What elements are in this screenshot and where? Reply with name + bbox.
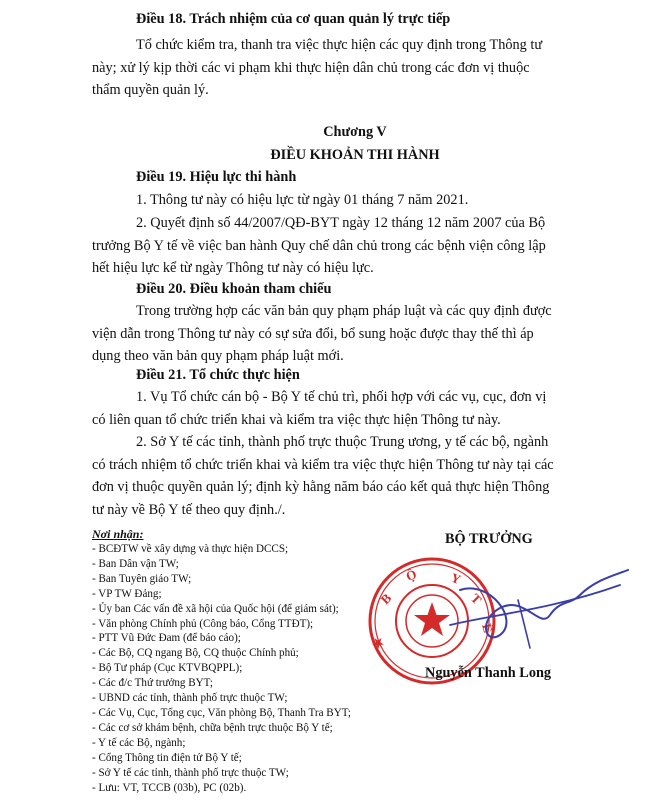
recipients-list [92, 526, 392, 795]
text-line: tư này về Bộ Y tế theo quy định./. [92, 501, 286, 518]
signature-icon [430, 560, 630, 660]
article-18-body [92, 34, 618, 102]
text-line: đơn vị thuộc quyền quản lý; định kỳ hằng năm báo cáo kết quả thực hiện Thông [92, 479, 550, 495]
svg-text:T: T [467, 590, 485, 608]
recipient-item: - Các cơ sở khám bệnh, chữa bệnh trực thuộc Bộ Y tế; [92, 721, 333, 734]
article-21-p2 [92, 431, 618, 521]
article-21-p1 [92, 386, 618, 431]
text-line: hết hiệu lực kể từ ngày Thông tư này có hiệu lực. [92, 260, 374, 276]
recipient-item: - BCĐTW về xây dựng và thực hiện DCCS; [92, 543, 289, 555]
recipient-item: - Ban Dân vận TW; [92, 557, 179, 570]
text-line: viện dẫn trong Thông tư này có sự sửa đổi, bổ sung hoặc được thay thế thì áp [92, 325, 534, 342]
recipient-item: - Y tế các Bộ, ngành; [92, 736, 186, 749]
chapter-title: ĐIỀU KHOẢN THI HÀNH [270, 147, 440, 163]
article-21-heading: Điều 21. Tổ chức thực hiện [136, 367, 300, 383]
svg-text:B: B [377, 590, 395, 608]
recipient-item: - UBND các tỉnh, thành phố trực thuộc TW; [92, 692, 288, 705]
recipient-item: - Văn phòng Chính phủ (Công báo, Cổng TTĐT); [92, 617, 314, 630]
text-line: 2. Sở Y tế các tỉnh, thành phố trực thuộc Trung ương, y tế các bộ, ngành [136, 434, 549, 450]
article-18-heading: Điều 18. Trách nhiệm của cơ quan quản lý trực tiếp [136, 11, 451, 27]
text-line: có liên quan tổ chức triển khai và kiểm tra việc thực hiện Thông tư này. [92, 411, 501, 428]
text-line: trưởng Bộ Y tế về việc ban hành Quy chế dân chủ trong các bệnh viện công lập [92, 237, 546, 254]
text-line: thẩm quyền quản lý. [92, 82, 209, 98]
text-line: có trách nhiệm tổ chức triển khai và kiểm tra việc thực hiện Thông tư này tại các [92, 456, 554, 473]
recipient-item: - Các Vụ, Cục, Tổng cục, Văn phòng Bộ, Thanh Tra BYT; [92, 706, 351, 719]
article-19-heading: Điều 19. Hiệu lực thi hành [136, 169, 297, 185]
signer-title: BỘ TRƯỞNG [445, 531, 533, 547]
text-line: Trong trường hợp các văn bản quy phạm pháp luật và các quy định được [136, 303, 552, 319]
recipient-item: - Sở Y tế các tỉnh, thành phố trực thuộc TW; [92, 766, 289, 779]
svg-text:★: ★ [368, 635, 387, 652]
text-line: 2. Quyết định số 44/2007/QĐ-BYT ngày 12 tháng 12 năm 2007 của Bộ [136, 215, 546, 231]
svg-text:Ộ: Ộ [403, 566, 419, 584]
text-line: Tổ chức kiểm tra, thanh tra việc thực hiện các quy định trong Thông tư [136, 37, 543, 53]
recipient-item: - Ban Tuyên giáo TW; [92, 572, 192, 585]
article-20-body [92, 300, 618, 368]
article-20-heading: Điều 20. Điều khoản tham chiếu [136, 281, 332, 297]
recipient-item: - Các Bộ, CQ ngang Bộ, CQ thuộc Chính phủ; [92, 647, 299, 660]
svg-text:Y: Y [448, 569, 463, 588]
text-line: này; xử lý kịp thời các vi phạm khi thực hiện dân chủ trong các đơn vị thuộc [92, 59, 530, 76]
recipient-item: - Bộ Tư pháp (Cục KTVBQPPL); [92, 662, 243, 675]
signer-name: Nguyễn Thanh Long [425, 665, 552, 681]
article-19-p1: 1. Thông tư này có hiệu lực từ ngày 01 tháng 7 năm 2021. [136, 192, 469, 208]
recipient-item: - Các đ/c Thứ trưởng BYT; [92, 677, 213, 690]
recipient-item: - Cổng Thông tin điện tử Bộ Y tế; [92, 751, 242, 764]
recipients-title: Nơi nhận: [92, 527, 144, 541]
svg-text:Ế: Ế [479, 621, 496, 635]
recipient-item: - Ủy ban Các vấn đề xã hội của Quốc hội (để giám sát); [92, 602, 339, 615]
recipient-item: - PTT Vũ Đức Đam (để báo cáo); [92, 632, 241, 645]
recipient-item: - Lưu: VT, TCCB (03b), PC (02b). [92, 781, 247, 794]
article-19-p2 [92, 212, 618, 280]
recipient-item: - VP TW Đảng; [92, 587, 162, 600]
text-line: 1. Vụ Tổ chức cán bộ - Bộ Y tế chủ trì, phối hợp với các vụ, cục, đơn vị [136, 389, 547, 405]
chapter-number: Chương V [323, 124, 387, 140]
text-line: dụng theo văn bản quy phạm pháp luật mới. [92, 348, 344, 364]
